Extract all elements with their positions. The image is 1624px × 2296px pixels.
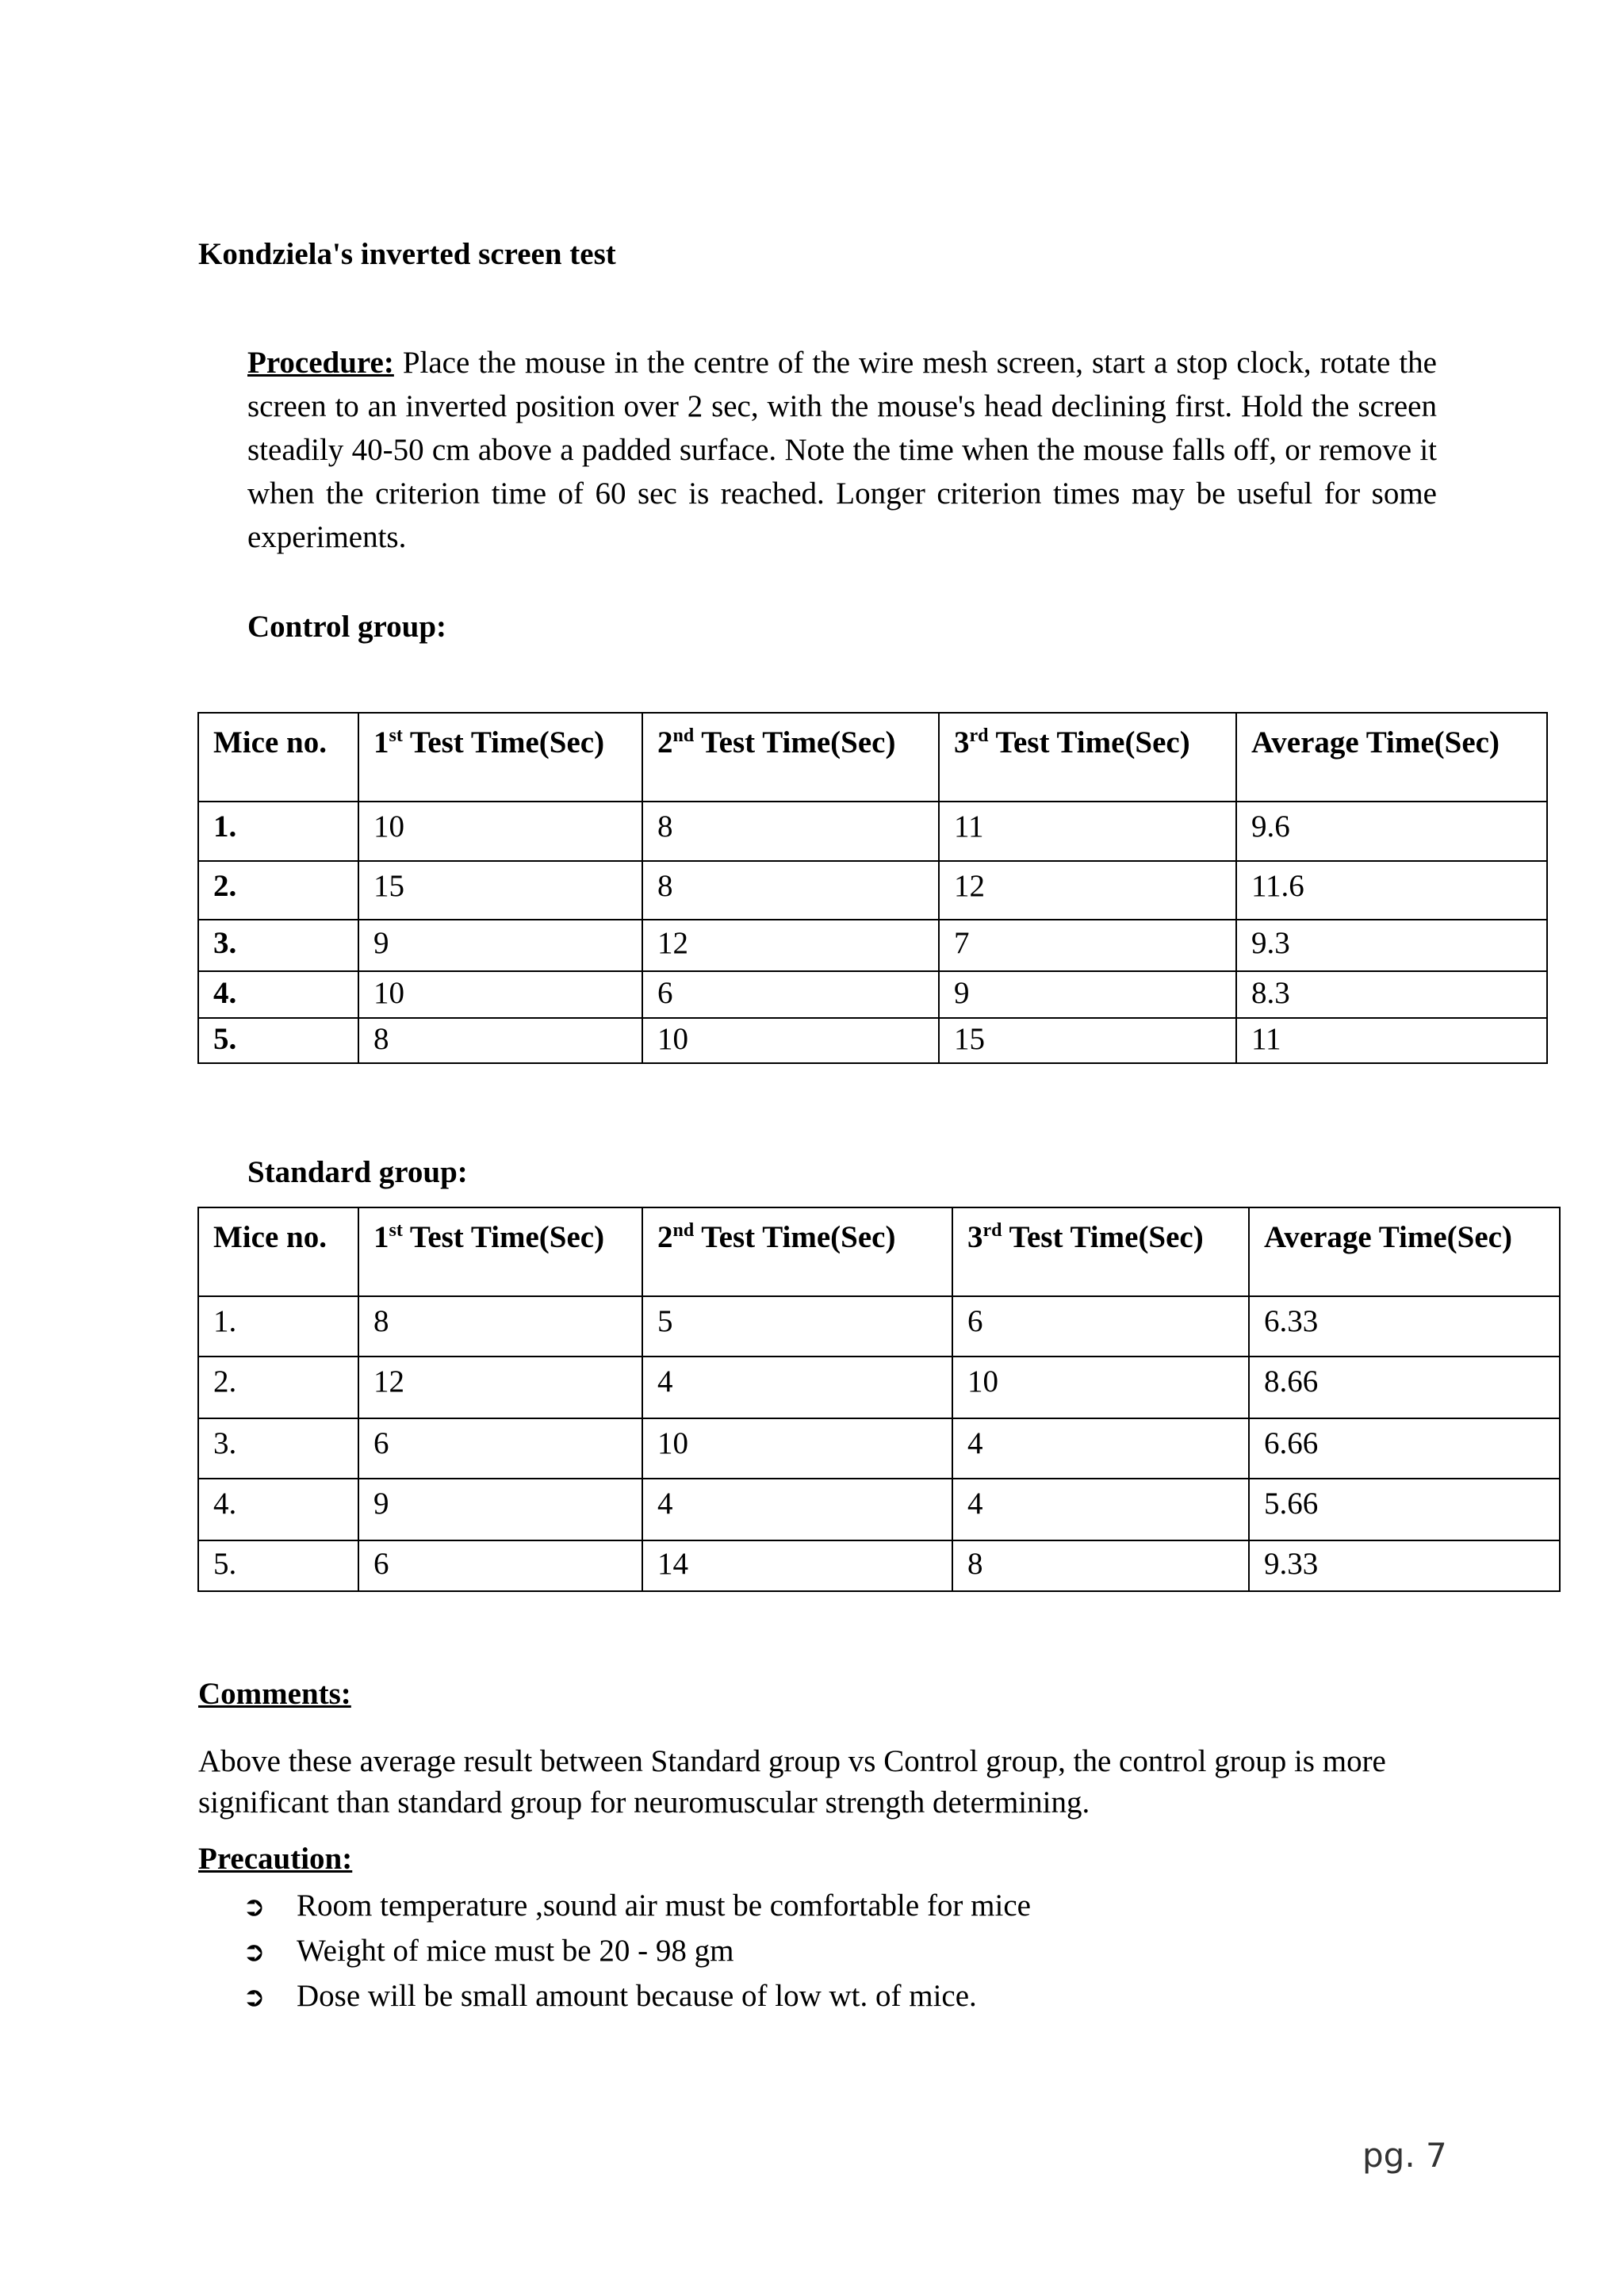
arrow-right-icon: ➲ xyxy=(243,1936,266,1968)
table-row xyxy=(198,1296,1560,1357)
page-title: Kondziela's inverted screen test xyxy=(198,237,616,271)
header-test-2: 2nd Test Time(Sec) xyxy=(642,713,939,802)
cell-test-1: 8 xyxy=(358,1296,642,1357)
header-test-2: 2nd Test Time(Sec) xyxy=(642,1207,952,1296)
cell-mice-no: 3. xyxy=(198,920,358,971)
cell-average: 6.33 xyxy=(1249,1296,1560,1357)
cell-test-1: 9 xyxy=(358,1479,642,1540)
cell-test-2: 8 xyxy=(642,861,939,920)
table-header-row xyxy=(198,713,1547,802)
header-average: Average Time(Sec) xyxy=(1236,713,1547,802)
header-test-1: 1st Test Time(Sec) xyxy=(358,1207,642,1296)
cell-average: 9.3 xyxy=(1236,920,1547,971)
cell-test-3: 7 xyxy=(939,920,1236,971)
precaution-item-text: Room temperature ,sound air must be comfortable for mice xyxy=(297,1888,1031,1923)
comments-text: Above these average result between Standard group vs Control group, the control group is more significant than standard group for neuromuscular strength determining. xyxy=(198,1744,1386,1820)
cell-test-2: 10 xyxy=(642,1418,952,1479)
cell-test-1: 6 xyxy=(358,1418,642,1479)
cell-mice-no: 2. xyxy=(198,861,358,920)
procedure-paragraph xyxy=(247,341,1437,559)
cell-test-3: 4 xyxy=(952,1418,1249,1479)
cell-average: 8.3 xyxy=(1236,971,1547,1018)
cell-test-1: 8 xyxy=(358,1018,642,1063)
cell-test-1: 12 xyxy=(358,1357,642,1418)
comments-heading: Comments: xyxy=(198,1677,351,1711)
cell-mice-no: 2. xyxy=(198,1357,358,1418)
cell-average: 9.33 xyxy=(1249,1540,1560,1591)
cell-mice-no: 5. xyxy=(198,1018,358,1063)
cell-average: 11.6 xyxy=(1236,861,1547,920)
cell-test-2: 5 xyxy=(642,1296,952,1357)
header-test-3: 3rd Test Time(Sec) xyxy=(939,713,1236,802)
cell-mice-no: 4. xyxy=(198,971,358,1018)
cell-mice-no: 3. xyxy=(198,1418,358,1479)
list-item xyxy=(243,1929,1031,1974)
cell-test-1: 15 xyxy=(358,861,642,920)
table-row xyxy=(198,802,1547,861)
cell-average: 8.66 xyxy=(1249,1357,1560,1418)
cell-test-3: 15 xyxy=(939,1018,1236,1063)
cell-test-3: 8 xyxy=(952,1540,1249,1591)
precaution-list xyxy=(243,1884,1031,2019)
cell-test-2: 6 xyxy=(642,971,939,1018)
cell-mice-no: 1. xyxy=(198,802,358,861)
cell-test-1: 10 xyxy=(358,802,642,861)
table-row xyxy=(198,1479,1560,1540)
cell-mice-no: 4. xyxy=(198,1479,358,1540)
header-mice-no: Mice no. xyxy=(198,1207,358,1296)
precaution-heading: Precaution: xyxy=(198,1842,353,1876)
cell-test-3: 4 xyxy=(952,1479,1249,1540)
cell-test-1: 9 xyxy=(358,920,642,971)
cell-test-3: 10 xyxy=(952,1357,1249,1418)
table-row xyxy=(198,1418,1560,1479)
cell-average: 11 xyxy=(1236,1018,1547,1063)
precaution-item-text: Weight of mice must be 20 - 98 gm xyxy=(297,1934,734,1968)
cell-average: 6.66 xyxy=(1249,1418,1560,1479)
cell-test-3: 11 xyxy=(939,802,1236,861)
cell-test-3: 9 xyxy=(939,971,1236,1018)
procedure-text: Place the mouse in the centre of the wire mesh screen, start a stop clock, rotate the screen to an inverted position over 2 sec, with the mouse's head declining first. Hold the screen steadily 40-50 cm above a padded surface. Note the time when the mouse falls off, or remove it when the criterion time of 60 sec is reached. Longer criterion times may be useful for some experiments. xyxy=(247,346,1437,554)
table-row xyxy=(198,971,1547,1018)
cell-test-2: 4 xyxy=(642,1357,952,1418)
cell-test-3: 6 xyxy=(952,1296,1249,1357)
arrow-right-icon: ➲ xyxy=(243,1891,266,1923)
table-header-row xyxy=(198,1207,1560,1296)
procedure-label: Procedure: xyxy=(247,346,394,380)
cell-test-2: 4 xyxy=(642,1479,952,1540)
header-test-3: 3rd Test Time(Sec) xyxy=(952,1207,1249,1296)
arrow-right-icon: ➲ xyxy=(243,1981,266,2013)
cell-test-2: 8 xyxy=(642,802,939,861)
cell-mice-no: 1. xyxy=(198,1296,358,1357)
cell-test-2: 10 xyxy=(642,1018,939,1063)
cell-average: 9.6 xyxy=(1236,802,1547,861)
table-row xyxy=(198,920,1547,971)
control-group-heading: Control group: xyxy=(247,610,447,644)
cell-test-1: 6 xyxy=(358,1540,642,1591)
standard-group-heading: Standard group: xyxy=(247,1155,468,1189)
control-group-table xyxy=(197,712,1548,1064)
table-row xyxy=(198,1357,1560,1418)
cell-average: 5.66 xyxy=(1249,1479,1560,1540)
table-row xyxy=(198,1018,1547,1063)
cell-test-3: 12 xyxy=(939,861,1236,920)
header-test-1: 1st Test Time(Sec) xyxy=(358,713,642,802)
cell-test-1: 10 xyxy=(358,971,642,1018)
list-item xyxy=(243,1974,1031,2019)
table-row xyxy=(198,861,1547,920)
cell-mice-no: 5. xyxy=(198,1540,358,1591)
header-average: Average Time(Sec) xyxy=(1249,1207,1560,1296)
standard-group-table xyxy=(197,1207,1561,1592)
table-row xyxy=(198,1540,1560,1591)
list-item xyxy=(243,1884,1031,1929)
header-mice-no: Mice no. xyxy=(198,713,358,802)
precaution-item-text: Dose will be small amount because of low wt. of mice. xyxy=(297,1979,977,2013)
cell-test-2: 12 xyxy=(642,920,939,971)
cell-test-2: 14 xyxy=(642,1540,952,1591)
page-number: pg. 7 xyxy=(1362,2136,1447,2175)
